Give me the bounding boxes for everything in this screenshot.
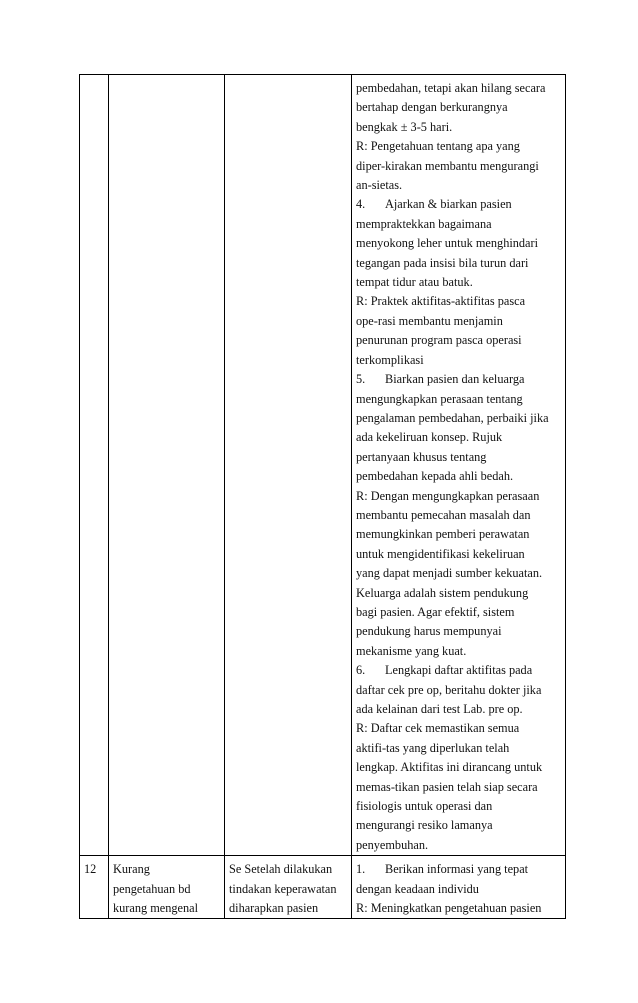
intervention-line: R: Dengan mengungkapkan perasaan [356,488,540,503]
intervention-line: tempat tidur atau batuk. [356,275,473,290]
intervention-line: mengungkapkan perasaan tentang [356,391,523,406]
intervention-line: R: Meningkatkan pengetahuan pasien [356,901,542,916]
intervention-line: penurunan program pasca operasi [356,333,522,348]
numbered-item-line [356,661,561,680]
intervention-line: pembedahan, tetapi akan hilang secara [356,81,546,95]
intervention-line: aktifi-tas yang diperlukan telah [356,740,510,755]
intervention-line: R: Pengetahuan tentang apa yang [356,139,520,154]
intervention-line: mengurangi resiko lamanya [356,818,493,833]
intervention-line: an-sietas. [356,178,403,193]
diagnosis-cell [109,75,225,856]
item-text: Lengkapi daftar aktifitas pada [385,663,533,678]
intervention-line: dengan keadaan individu [356,881,479,896]
goal-line: tindakan keperawatan [229,881,337,896]
intervention-line: pertanyaan khusus tentang [356,449,487,464]
item-text: Berikan informasi yang tepat [385,862,529,877]
intervention-line: bertahap dengan berkurangnya [356,100,508,115]
item-number: 1. [356,862,366,877]
numbered-item-line [356,195,561,214]
intervention-line: fisiologis untuk operasi dan [356,799,493,814]
diagnosis-line: Kurang [113,862,150,877]
numbered-item-line [356,860,561,879]
intervention-line: bagi pasien. Agar efektif, sistem [356,604,515,619]
intervention-line: tegangan pada insisi bila turun dari [356,255,529,270]
diagnosis-line: pengetahuan bd [113,881,191,896]
intervention-line: ope-rasi membantu menjamin [356,313,503,328]
item-number: 6. [356,663,366,678]
intervention-line: R: Praktek aktifitas-aktifitas pasca [356,294,526,309]
goal-cell [225,75,352,856]
item-text: Biarkan pasien dan keluarga [385,372,525,387]
intervention-line: ada kekeliruan konsep. Rujuk [356,430,503,445]
care-plan-body [80,75,566,919]
intervention-line: pengalaman pembedahan, perbaiki jika [356,410,549,425]
intervention-line: pembedahan kepada ahli bedah. [356,469,514,484]
table-row [80,856,566,919]
diagnosis-line: kurang mengenal [113,901,199,916]
no-cell [80,75,109,856]
intervention-line: yang dapat menjadi sumber kekuatan. [356,566,543,581]
intervention-line: diper-kirakan membantu mengurangi [356,158,539,173]
numbered-item-line [356,370,561,389]
intervention-line: mekanisme yang kuat. [356,643,467,658]
row-number: 12 [84,862,97,877]
intervention-line: ada kelainan dari test Lab. pre op. [356,702,523,716]
intervention-line: memungkinkan pemberi perawatan [356,527,530,542]
intervention-line: bengkak ± 3-5 hari. [356,119,453,134]
intervention-line: terkomplikasi [356,352,424,367]
intervention-line: untuk mengidentifikasi kekeliruan [356,546,525,561]
goal-line: diharapkan pasien [229,901,319,916]
intervention-line: lengkap. Aktifitas ini dirancang untuk [356,760,543,775]
intervention-cell [352,856,566,919]
goal-line: Se Setelah dilakukan [229,862,333,877]
table-row [80,75,566,856]
intervention-line: menyokong leher untuk menghindari [356,236,539,251]
intervention-line: daftar cek pre op, beritahu dokter jika [356,682,542,697]
intervention-cell [352,75,566,856]
intervention-line: mempraktekkan bagaimana [356,216,492,231]
item-number: 4. [356,197,366,212]
diagnosis-cell [109,856,225,919]
intervention-line: membantu pemecahan masalah dan [356,507,531,522]
item-number: 5. [356,372,366,387]
item-text: Ajarkan & biarkan pasien [385,197,512,212]
care-plan-table [79,74,566,919]
intervention-line: Keluarga adalah sistem pendukung [356,585,529,600]
intervention-line: R: Daftar cek memastikan semua [356,721,520,736]
goal-cell [225,856,352,919]
intervention-line: pendukung harus mempunyai [356,624,502,639]
no-cell [80,856,109,919]
intervention-line: memas-tikan pasien telah siap secara [356,779,538,794]
intervention-line: penyembuhan. [356,837,429,852]
